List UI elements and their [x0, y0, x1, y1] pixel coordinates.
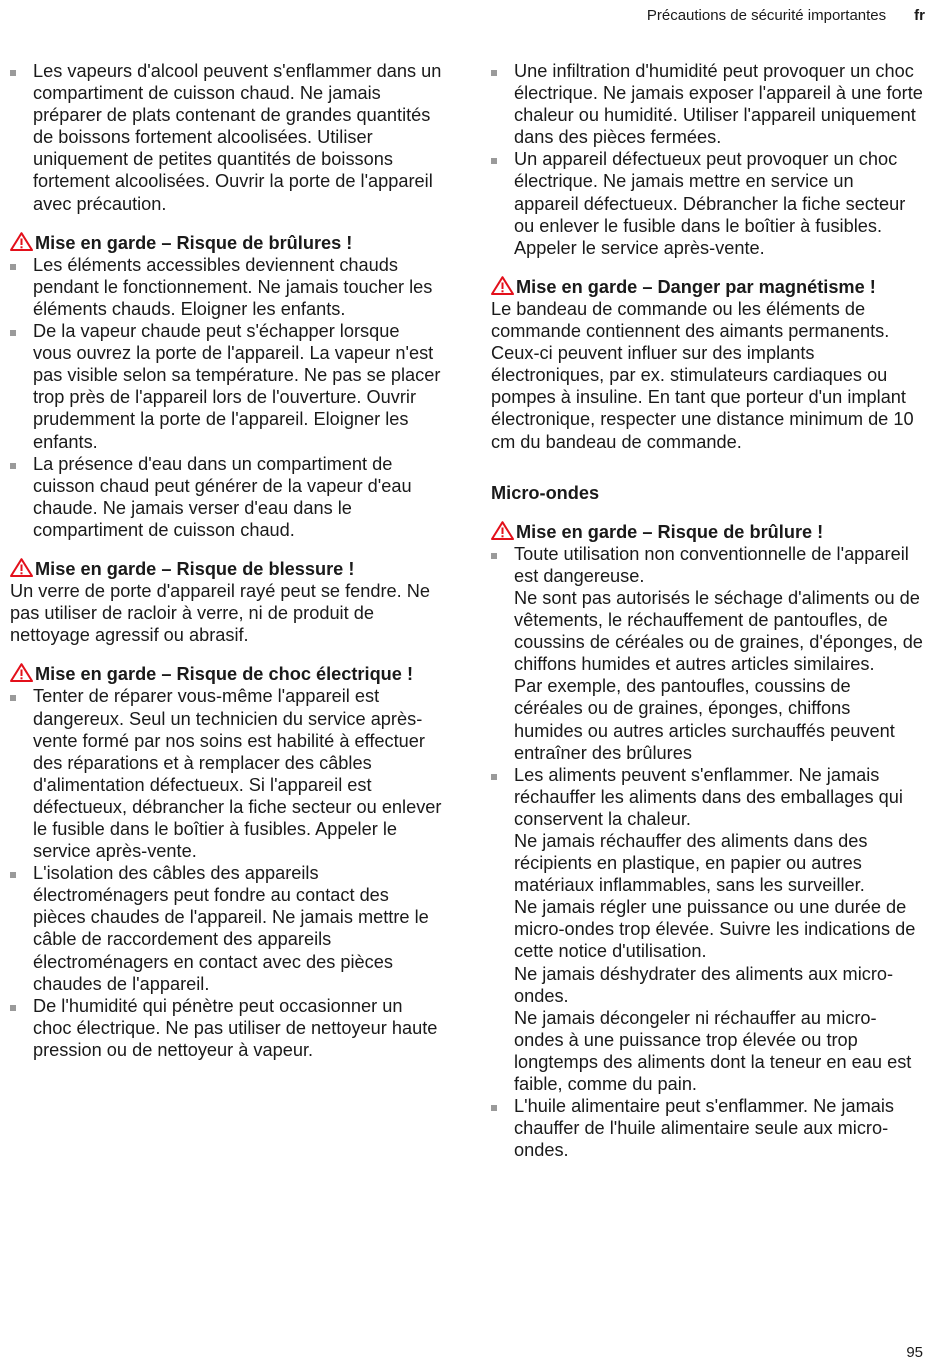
language-code: fr — [914, 7, 925, 24]
section-heading: Micro-ondes — [491, 482, 600, 503]
running-header — [647, 7, 925, 24]
warning-title: Mise en garde – Risque de choc électrique ! — [35, 664, 414, 685]
list-item-text: L'huile alimentaire peut s'enflammer. Ne jamais chauffer de l'huile alimentaire seule aux micro-ondes. — [514, 1096, 894, 1161]
bullet-list — [10, 60, 442, 215]
warning-text: Un verre de porte d'appareil rayé peut se fendre. Ne pas utiliser de racloir à verre, ni de produit de nettoyage agressif ou abrasif. — [10, 581, 431, 646]
list-item — [10, 60, 442, 215]
list-item-text: Par exemple, des pantoufles, coussins de céréales ou de graines, éponges, chiffons humides ou autres articles surchauffés peuvent entraîner des brûlures — [514, 676, 895, 763]
list-item-text: De l'humidité qui pénètre peut occasionner un choc électrique. Ne pas utiliser de nettoyeur haute pression ou de nettoyeur à vapeur. — [33, 995, 438, 1060]
list-item-text: Les vapeurs d'alcool peuvent s'enflammer dans un compartiment de cuisson chaud. Ne jamais préparer de plats contenant de grandes quantités de boissons fortement alcoolisées. Utiliser uniquement de petites quantités de boissons fortement alcoolisées. Ouvrir la porte de l'appareil avec précaution. — [33, 61, 442, 214]
list-item — [10, 320, 442, 453]
list-item-text: Une infiltration d'humidité peut provoquer un choc électrique. Ne jamais exposer l'appareil à une forte chaleur ou humidité. Utiliser l'appareil uniquement dans des pièces fermées. — [514, 61, 923, 148]
list-item — [10, 685, 442, 862]
warning-heading — [491, 276, 923, 298]
warning-heading — [10, 232, 442, 254]
list-item-text: Toute utilisation non conventionnelle de l'appareil est dangereuse. — [514, 543, 909, 586]
list-item-text: Les aliments peuvent s'enflammer. Ne jamais réchauffer les aliments dans des emballages qui conservent la chaleur. — [514, 764, 903, 829]
list-item — [491, 543, 923, 764]
list-item — [491, 60, 923, 148]
bullet-list — [10, 685, 442, 1061]
list-item — [491, 764, 923, 1095]
list-item — [491, 148, 923, 258]
warning-title: Mise en garde – Risque de brûlure ! — [516, 521, 824, 542]
list-item-text: Les éléments accessibles deviennent chauds pendant le fonctionnement. Ne jamais toucher les éléments chauds. Eloigner les enfants. — [33, 254, 433, 319]
warning-triangle-icon — [10, 663, 33, 682]
list-item-text: La présence d'eau dans un compartiment de cuisson chaud peut générer de la vapeur d'eau chaude. Ne jamais verser d'eau dans le compartiment de cuisson chaud. — [33, 453, 412, 540]
warning-heading — [10, 663, 442, 685]
warning-title: Mise en garde – Danger par magnétisme ! — [516, 276, 876, 297]
right-column — [491, 60, 923, 1161]
list-item-text: Ne jamais décongeler ni réchauffer au micro-ondes à une puissance trop élevée ou trop longtemps des aliments dont la teneur en eau est faible, comme du pain. — [514, 1007, 912, 1095]
list-item — [10, 862, 442, 995]
list-item-text: Tenter de réparer vous-même l'appareil est dangereux. Seul un technicien du service après-vente formé par nos soins est habilité à effectuer des réparations et à remplacer des câbles d'alimentation défectueux. Si l'appareil est défectueux, débrancher la fiche secteur ou enlever le fusible dans le boîtier à fusibles. Appeler le service après-vente. — [33, 686, 442, 862]
warning-triangle-icon — [10, 558, 33, 577]
warning-heading — [491, 521, 923, 543]
warning-triangle-icon — [491, 521, 514, 540]
bullet-list — [491, 543, 923, 1162]
list-item-text: Ne jamais régler une puissance ou une durée de micro-ondes trop élevée. Suivre les indications de cette notice d'utilisation. — [514, 897, 916, 962]
header-title: Précautions de sécurité importantes — [646, 7, 887, 24]
list-item — [10, 453, 442, 541]
warning-triangle-icon — [491, 276, 514, 295]
bullet-list — [10, 254, 442, 541]
list-item-text: L'isolation des câbles des appareils électroménagers peut fondre au contact des pièces chaudes de l'appareil. Ne jamais mettre le câble de raccordement des appareils électroménagers en contact avec des pièces chaudes de l'appareil. — [33, 863, 429, 994]
list-item — [491, 1095, 923, 1161]
warning-title: Mise en garde – Risque de brûlures ! — [35, 232, 353, 253]
list-item — [10, 254, 442, 320]
page-number: 95 — [906, 1344, 923, 1361]
list-item-text: Un appareil défectueux peut provoquer un choc électrique. Ne jamais mettre en service un appareil défectueux. Débrancher la fiche secteur ou enlever le fusible dans le boîtier à fusibles. Appeler le service après-vente. — [514, 149, 906, 258]
warning-triangle-icon — [10, 232, 33, 251]
list-item-text: Ne jamais déshydrater des aliments aux micro-ondes. — [514, 963, 894, 1006]
list-item-text: De la vapeur chaude peut s'échapper lorsque vous ouvrez la porte de l'appareil. La vapeur n'est pas visible selon sa température. Ne pas se placer trop près de l'appareil lors de l'ouverture. Ouvrir prudemment la porte de l'appareil. Eloigner les enfants. — [33, 321, 441, 452]
list-item-text: Ne jamais réchauffer des aliments dans des récipients en plastique, en papier ou autres matériaux inflammables, sans les surveiller. — [514, 831, 868, 896]
list-item-text: Ne sont pas autorisés le séchage d'aliments ou de vêtements, le réchauffement de pantoufles, de coussins de céréales ou de graines, d'éponges, de chiffons humides et autres articles similaires. — [514, 587, 923, 675]
left-column — [10, 60, 442, 1061]
list-item — [10, 995, 442, 1061]
warning-text: Le bandeau de commande ou les éléments de commande contiennent des aimants permanents. Ceux-ci peuvent influer sur des implants électroniques, par ex. stimulateurs cardiaques ou pompes à insuline. En tant que porteur d'un implant électronique, respecter une distance minimum de 10 cm du bandeau de commande. — [491, 298, 914, 452]
warning-title: Mise en garde – Risque de blessure ! — [35, 558, 355, 579]
bullet-list — [491, 60, 923, 259]
warning-heading — [10, 558, 442, 580]
